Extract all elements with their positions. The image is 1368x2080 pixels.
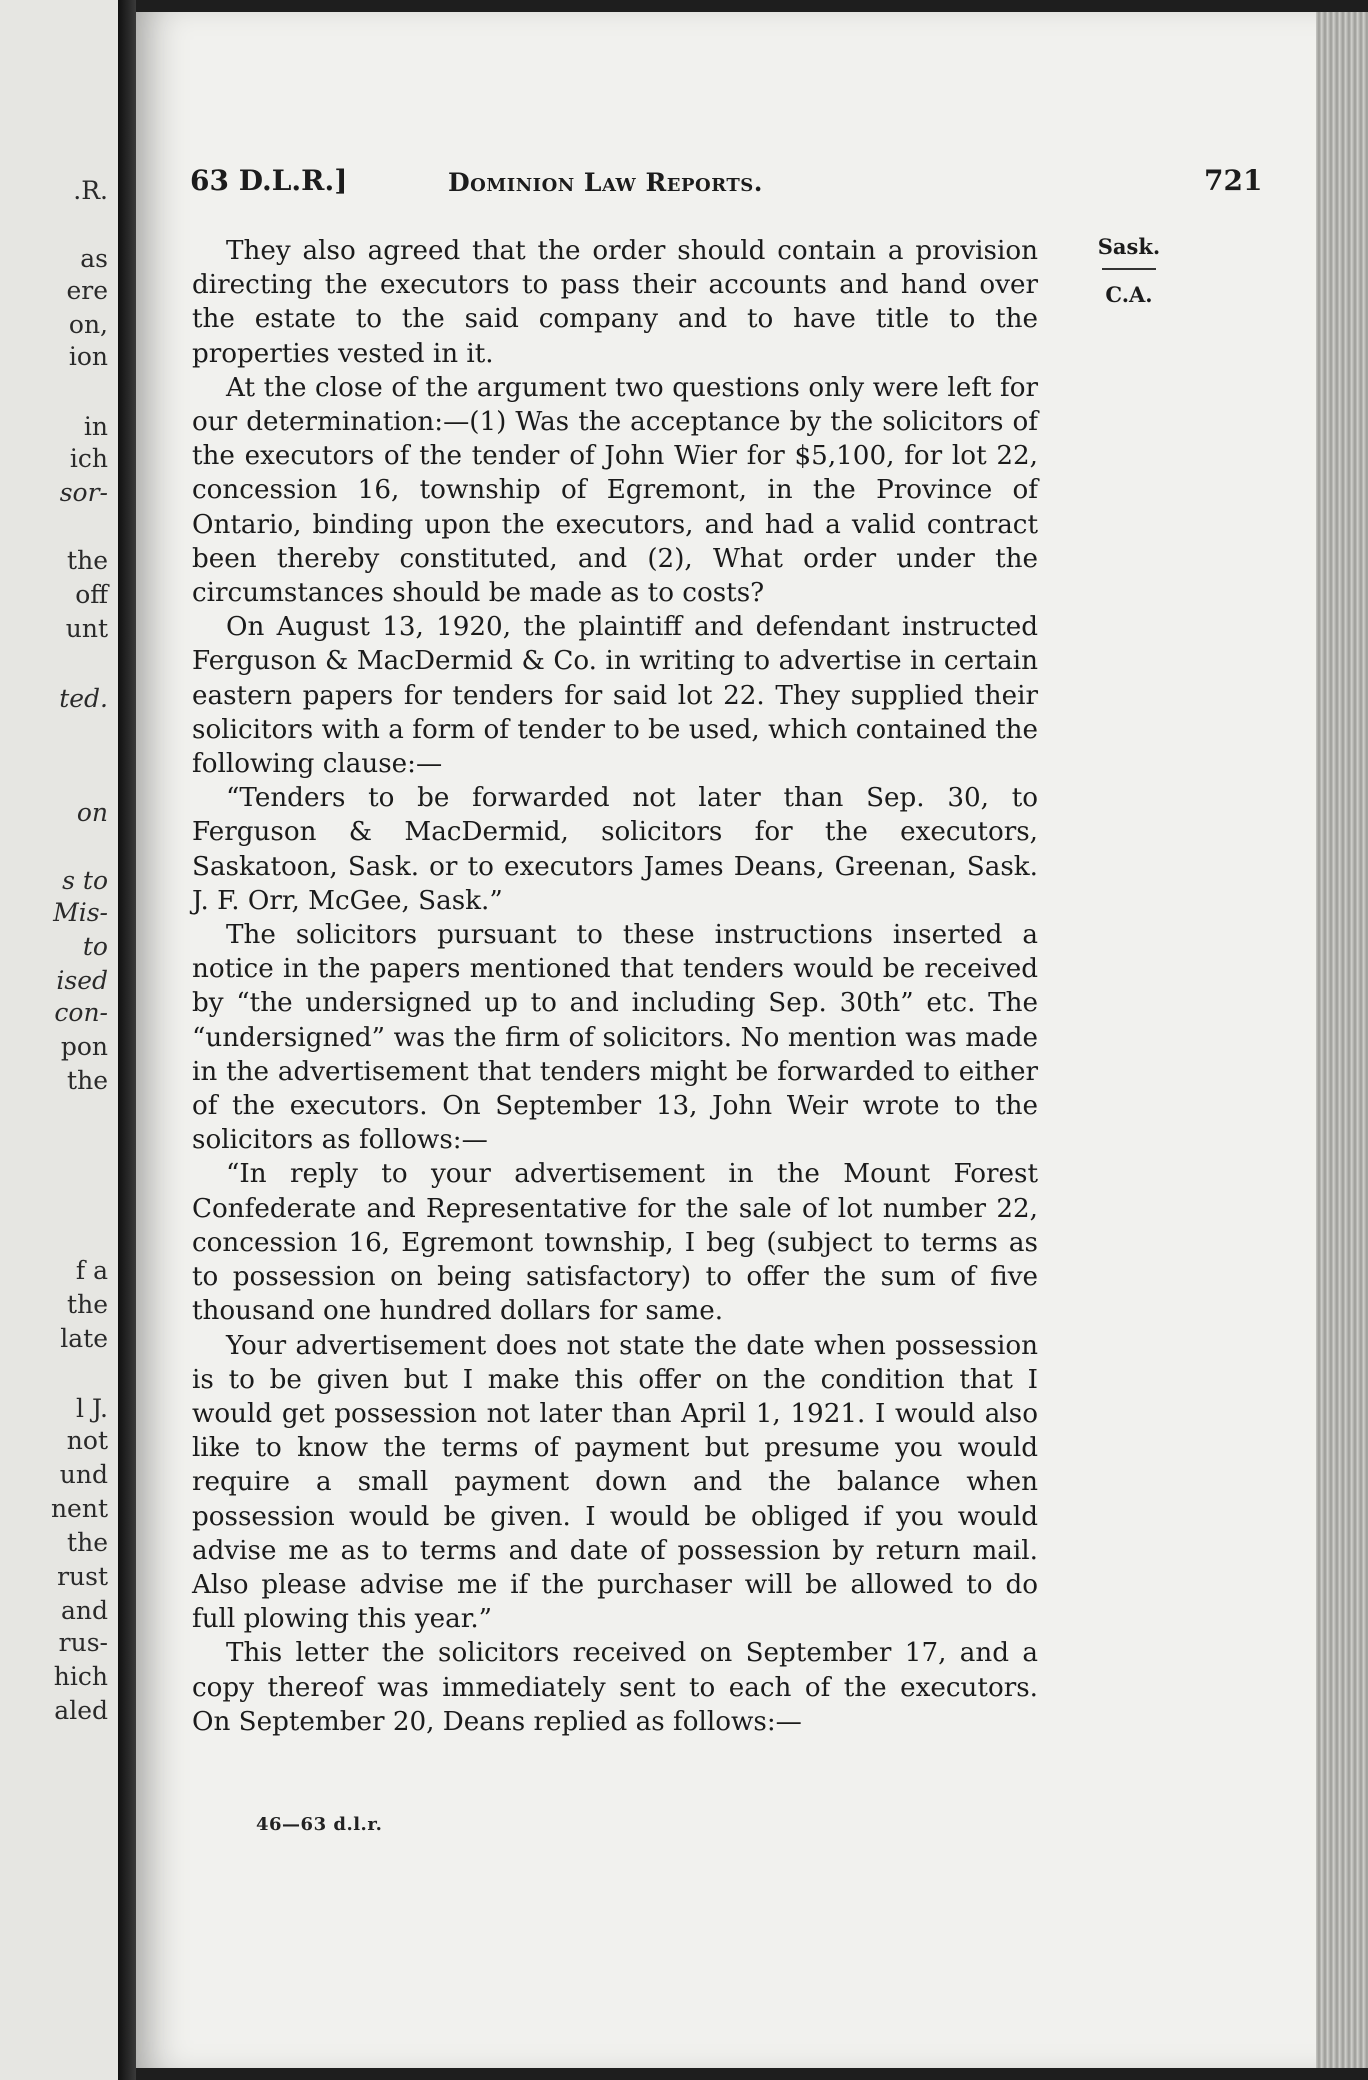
facing-page-text: and — [60, 1596, 108, 1625]
facing-page-text: the — [67, 1528, 108, 1557]
facing-page-text: the — [67, 546, 108, 575]
facing-page-fragment — [0, 0, 118, 2080]
quoted-clause: “Tenders to be forwarded not later than Sep. 30, to Ferguson & MacDermid, solicitors for the executors, Saskatoon, Sask. or to executors James Deans, Greenan, Sask. J. F. Orr, McGee, Sask.” — [192, 783, 1038, 916]
facing-page-text: in — [83, 412, 108, 441]
facing-page-text: ion — [68, 342, 108, 371]
page-edges — [1316, 12, 1368, 2068]
facing-page-text: hich — [53, 1662, 108, 1691]
paragraph: This letter the solicitors received on September 17, and a copy thereof was immediately sent to each of the executors. On September 20, Deans replied as follows:— — [192, 1638, 1038, 1737]
facing-page-text: rust — [57, 1562, 108, 1591]
facing-page-text: .R. — [73, 176, 108, 205]
facing-page-text: unt — [65, 614, 108, 643]
facing-page-text: as — [80, 244, 108, 273]
margin-province: Sask. — [1097, 234, 1161, 259]
margin-rule — [1102, 268, 1156, 270]
running-header — [190, 164, 1316, 204]
facing-page-text: l J. — [76, 1394, 108, 1423]
quoted-letter: “In reply to your advertisement in the Mount Forest Confederate and Representative for the sale of lot number 22, concession 16, Egremont township, I beg (subject to terms as to possession on being satisfactory) to offer the sum of five thousand one hundred dollars for same. — [192, 1159, 1038, 1327]
facing-page-text: on — [76, 798, 108, 827]
facing-page-text: late — [60, 1324, 108, 1353]
facing-page-text: to — [82, 932, 108, 961]
paragraph: At the close of the argument two questions only were left for our determination:—(1) Was the acceptance by the solicitors of the executors of the tender of John Wier for $5,100, for lot 22, concession 16, township of Egremont, in the Province of Ontario, binding upon the executors, and had a valid contract been thereby constituted, and (2), What order under the circumstances should be made as to costs? — [192, 372, 1038, 609]
facing-page-text: nent — [50, 1494, 108, 1523]
facing-page-text: ted. — [59, 684, 108, 713]
facing-page-text: con- — [54, 998, 108, 1027]
facing-page-text: ere — [66, 276, 108, 305]
facing-page-text: pon — [60, 1032, 108, 1061]
facing-page-text: ich — [69, 444, 108, 473]
paragraph: On August 13, 1920, the plaintiff and defendant instructed Ferguson & MacDermid & Co. in writing to advertise in certain eastern papers for tenders for said lot 22. They supplied their solicitors with a form of tender to be used, which contained the following clause:— — [192, 612, 1038, 780]
facing-page-text: the — [67, 1290, 108, 1319]
paragraph: They also agreed that the order should contain a provision directing the executors to pass their accounts and hand over the estate to the said company and to have title to the properties vested in it. — [192, 236, 1038, 369]
facing-page-text: sor- — [59, 478, 108, 507]
facing-page-text: s to — [62, 866, 108, 895]
facing-page-text: the — [67, 1066, 108, 1095]
facing-page-text: rus- — [58, 1628, 108, 1657]
printer-signature: 46—63 d.l.r. — [256, 1814, 383, 1835]
page-number: 721 — [1204, 164, 1263, 197]
facing-page-text: off — [75, 580, 108, 609]
facing-page-text: f a — [75, 1256, 108, 1285]
facing-page-text: aled — [54, 1696, 108, 1725]
margin-court: C.A. — [1105, 282, 1153, 307]
paragraph: The solicitors pursuant to these instructions inserted a notice in the papers mentioned that tenders would be received by “the undersigned up to and including Sep. 30th” etc. The “undersigned” was the firm of solicitors. No mention was made in the advertisement that tenders might be forwarded to either of the executors. On September 13, John Weir wrote to the solicitors as follows:— — [192, 920, 1038, 1156]
quoted-letter: Your advertisement does not state the date when possession is to be given but I make this offer on the condition that I would get possession not later than April 1, 1921. I would also like to know the terms of payment but presume you would require a small payment down and the balance when possession would be given. I would be obliged if you would advise me as to terms and date of possession by return mail. Also please advise me if the purchaser will be allowed to do full plowing this year.” — [192, 1330, 1038, 1635]
book-page — [136, 12, 1316, 2068]
volume-reference: 63 D.L.R.] — [190, 164, 348, 197]
facing-page-text: not — [66, 1426, 108, 1455]
facing-page-text: und — [59, 1460, 108, 1489]
facing-page-text: on, — [68, 310, 108, 339]
report-title: Dominion Law Reports. — [448, 168, 763, 197]
book-gutter — [118, 0, 136, 2080]
body-text — [192, 234, 1038, 1739]
facing-page-text: Mis- — [53, 898, 108, 927]
facing-page-text: ised — [56, 966, 108, 995]
